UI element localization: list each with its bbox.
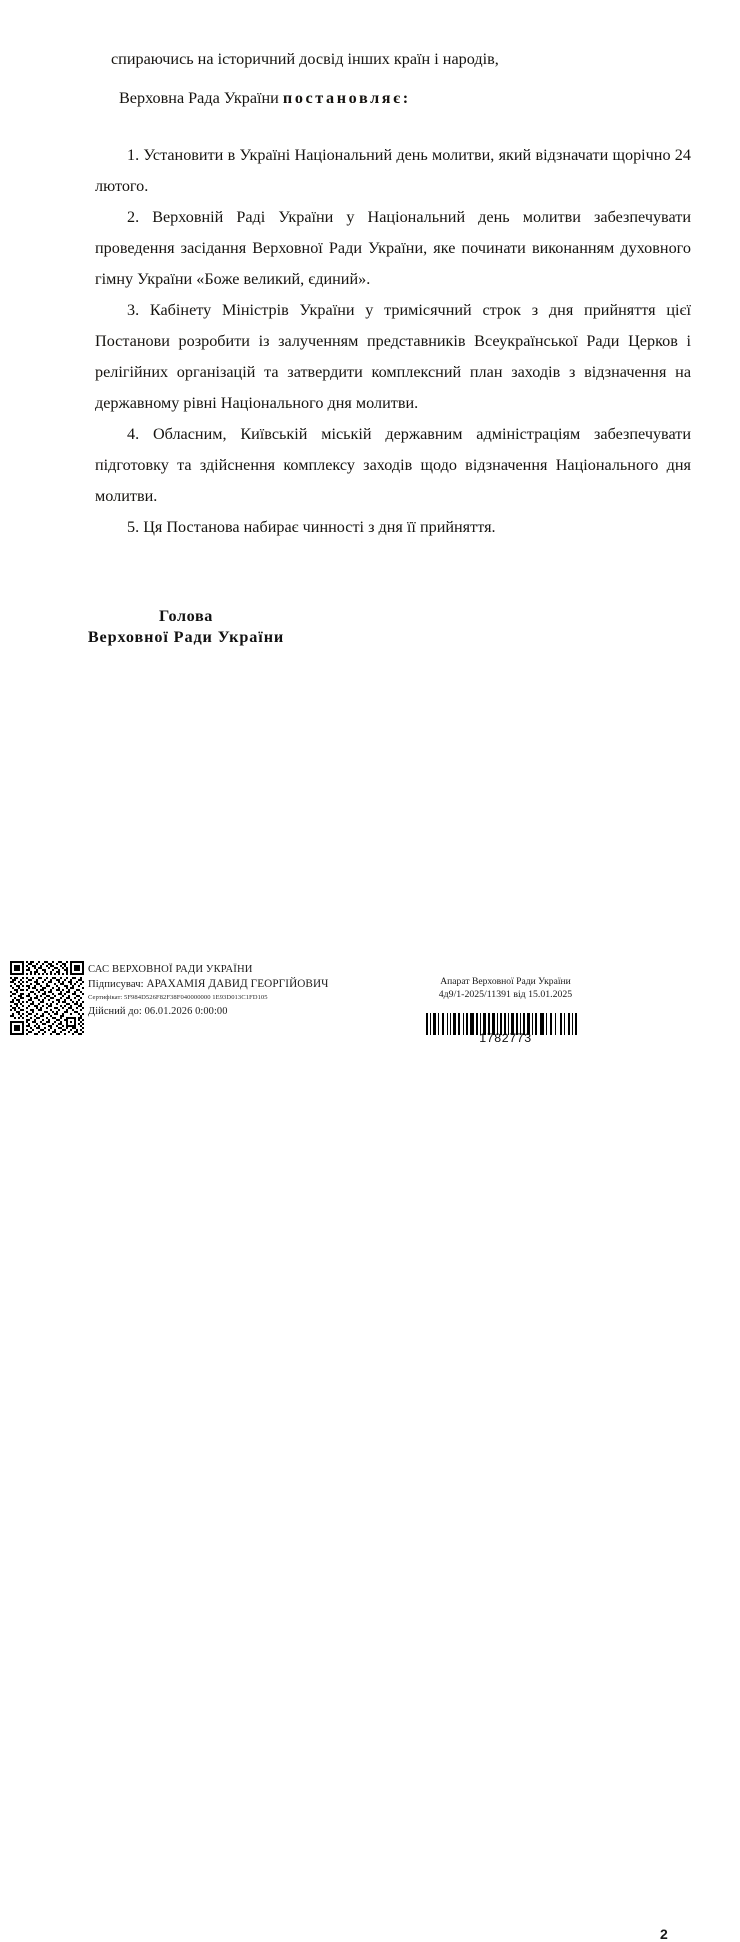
numbered-item-4: 4. Обласним, Київській міській державним адміністраціям забезпечувати підготовку та здійснення комплексу заходів щодо відзначення Національного дня молитви. (95, 425, 691, 505)
paragraph-spacer (95, 114, 691, 140)
document-body (95, 44, 691, 543)
lead-paragraph: спираючись на історичний досвід інших країн і народів, (111, 50, 499, 68)
signature-authority: САС ВЕРХОВНОЇ РАДИ УКРАЇНИ (88, 964, 253, 975)
page-number: 2 (660, 1926, 668, 1942)
numbered-item-5: 5. Ця Постанова набирає чинності з дня її прийняття. (127, 518, 496, 536)
digital-signature-info (88, 963, 360, 1019)
numbered-item-2: 2. Верховній Раді України у Національний день молитви забезпечувати проведення засідання Верховної Ради України, яке починати виконанням духовного гімну України «Боже великий, єдиний». (95, 208, 691, 288)
signature-validity-value: 06.01.2026 0:00:00 (144, 1006, 228, 1017)
qr-code-icon (10, 961, 84, 1035)
signature-block (84, 606, 384, 648)
signature-title: Голова (159, 607, 213, 625)
apparatus-reference: 4д9/1-2025/11391 від 15.01.2025 (438, 989, 573, 1000)
signature-signer-label: Підписувач: (88, 979, 144, 990)
signature-signer-line (88, 977, 360, 992)
signature-validity-line (88, 1004, 360, 1019)
signature-certificate-line (88, 992, 360, 1004)
declaration-prefix: Верховна Рада України (119, 89, 283, 107)
signature-validity-label: Дійсний до: (88, 1006, 142, 1017)
numbered-item-1: 1. Установити в Україні Національний день молитви, який відзначати щорічно 24 лютого. (95, 146, 691, 195)
barcode-number: 1782773 (479, 1031, 532, 1045)
apparatus-office: Апарат Верховної Ради України (440, 976, 571, 987)
signature-signer-name: АРАХАМІЯ ДАВИД ГЕОРГІЙОВИЧ (146, 978, 329, 990)
signature-certificate-label: Сертифікат: (88, 994, 123, 1001)
document-footer (0, 955, 740, 1942)
numbered-item-3: 3. Кабінету Міністрів України у тримісячний строк з дня прийняття цієї Постанови розробити із залученням представників Всеукраїнської Ради Церков і релігійних організацій та затвердити комплексний план заходів з відзначення на державному рівні Національного дня молитви. (95, 301, 691, 412)
apparatus-block (398, 975, 613, 1001)
declaration-emphasis: постановляє: (282, 89, 411, 107)
declaration-line (95, 83, 691, 114)
signature-certificate-value: 5F984D526F82F38F040000000 1E93D013C1FD105 (123, 994, 268, 1001)
signature-organization: Верховної Ради України (87, 628, 285, 646)
